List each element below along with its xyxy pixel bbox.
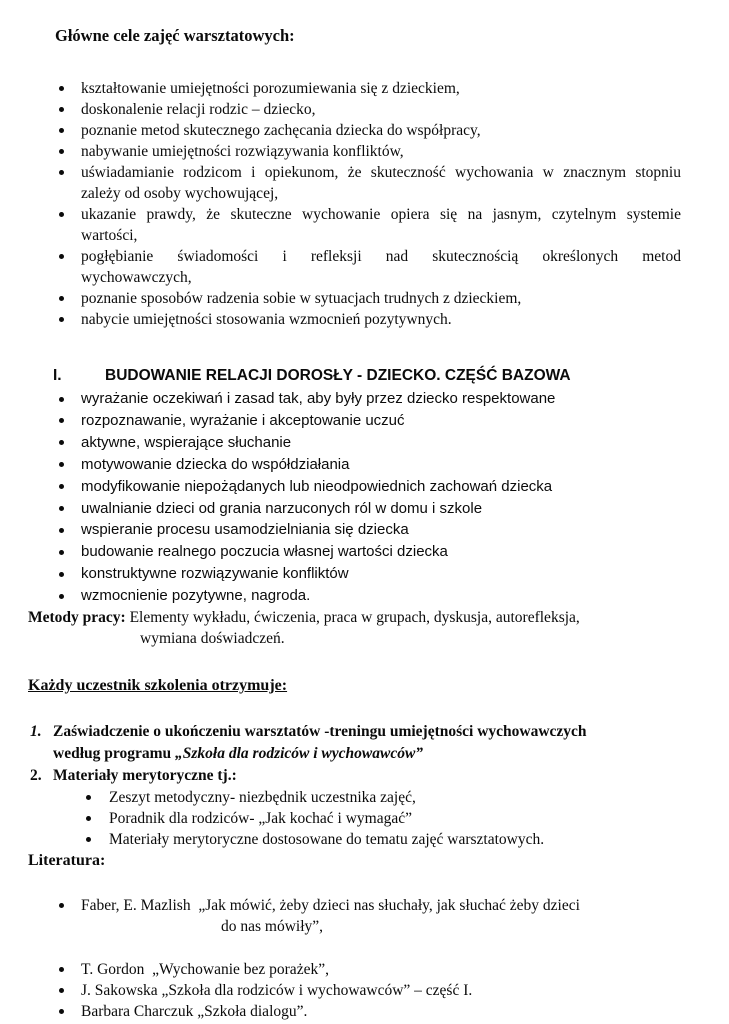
bullet-icon [86, 837, 91, 842]
module-item: budowanie realnego poczucia własnej wartości dziecka [57, 541, 729, 563]
bullet-icon [59, 296, 64, 301]
item-number: 2. [30, 767, 42, 785]
goal-item: pogłębianie świadomości i refleksji nad skutecznością określonych metod wychowawczych, [57, 246, 729, 288]
module-item: motywowanie dziecka do współdziałania [57, 454, 729, 476]
literature-item: J. Sakowska „Szkoła dla rodziców i wychowawców” – część I. [57, 980, 729, 1001]
module-title: BUDOWANIE RELACJI DOROSŁY - DZIECKO. CZĘŚĆ BAZOWA [105, 367, 571, 384]
material-item: Zeszyt metodyczny- niezbędnik uczestnika zajęć, [86, 787, 729, 808]
materials-list [0, 787, 729, 850]
bullet-icon [59, 550, 64, 555]
bullet-icon [59, 254, 64, 259]
bullet-icon [59, 528, 64, 533]
bullet-icon [59, 397, 64, 402]
bullet-icon [59, 107, 64, 112]
literature-item: T. Gordon „Wychowanie bez porażek”, [57, 959, 729, 980]
goal-item: doskonalenie relacji rodzic – dziecko, [57, 99, 729, 120]
bullet-icon [59, 418, 64, 423]
literature-item: Faber, E. Mazlish „Jak mówić, żeby dzieci nas słuchały, jak słuchać żeby dzieci do nas mówiły”, [57, 895, 729, 937]
module-item: aktywne, wspierające słuchanie [57, 432, 729, 454]
material-item: Poradnik dla rodziców- „Jak kochać i wymagać” [86, 808, 729, 829]
literature-item: Barbara Charczuk „Szkoła dialogu”. [57, 1001, 729, 1022]
bullet-icon [59, 967, 64, 972]
bullet-icon [59, 317, 64, 322]
bullet-icon [59, 440, 64, 445]
goal-item: poznanie metod skutecznego zachęcania dziecka do współpracy, [57, 120, 729, 141]
receives-item-2 [30, 765, 729, 787]
methods-label: Metody pracy: [28, 609, 126, 627]
module-item: rozpoznawanie, wyrażanie i akceptowanie uczuć [57, 410, 729, 432]
program-name: „Szkoła dla rodziców i wychowawców” [175, 744, 424, 762]
materials-label: Materiały merytoryczne tj.: [53, 767, 237, 785]
bullet-icon [59, 170, 64, 175]
certificate-line1: Zaświadczenie o ukończeniu warsztatów -treningu umiejętności wychowawczych [53, 723, 587, 741]
module-item: uwalnianie dzieci od grania narzuconych ról w domu i szkole [57, 498, 729, 520]
receives-heading: Każdy uczestnik szkolenia otrzymuje: [28, 677, 288, 695]
bullet-icon [59, 572, 64, 577]
module-item: modyfikowanie niepożądanych lub nieodpowiednich zachowań dziecka [57, 476, 729, 498]
page-title: Główne cele zajęć warsztatowych: [55, 26, 295, 45]
literature-heading: Literatura: [28, 851, 106, 869]
module-item: konstruktywne rozwiązywanie konfliktów [57, 563, 729, 585]
goal-item: kształtowanie umiejętności porozumiewania się z dzieckiem, [57, 78, 729, 99]
goal-item: uświadamianie rodzicom i opiekunom, że skuteczność wychowania w znacznym stopniu zależy od osoby wychowującej, [57, 162, 729, 204]
bullet-icon [59, 594, 64, 599]
module-item: wzmocnienie pozytywne, nagroda. [57, 585, 729, 607]
methods-paragraph [28, 607, 729, 649]
bullet-icon [59, 86, 64, 91]
bullet-icon [59, 484, 64, 489]
module-item: wspieranie procesu usamodzielniania się dziecka [57, 519, 729, 541]
material-item: Materiały merytoryczne dostosowane do tematu zajęć warsztatowych. [86, 829, 729, 850]
module-heading [53, 365, 729, 387]
bullet-icon [86, 795, 91, 800]
item-number: 1. [30, 723, 42, 741]
bullet-icon [59, 212, 64, 217]
bullet-icon [59, 506, 64, 511]
bullet-icon [59, 903, 64, 908]
literature-list [0, 895, 729, 1022]
bullet-icon [59, 149, 64, 154]
methods-text: Elementy wykładu, ćwiczenia, praca w grupach, dyskusja, autorefleksja, [125, 609, 580, 627]
goal-item: ukazanie prawdy, że skuteczne wychowanie opiera się na jasnym, czytelnym systemie wartości, [57, 204, 729, 246]
goals-list [0, 78, 729, 330]
bullet-icon [86, 816, 91, 821]
goal-item: nabywanie umiejętności rozwiązywania konfliktów, [57, 141, 729, 162]
module-numeral: I. [53, 367, 62, 384]
goal-item: nabycie umiejętności stosowania wzmocnień pozytywnych. [57, 309, 729, 330]
bullet-icon [59, 988, 64, 993]
certificate-line2-text: według programu [53, 744, 176, 762]
module-list [0, 388, 729, 607]
goal-item: poznanie sposobów radzenia sobie w sytuacjach trudnych z dzieckiem, [57, 288, 729, 309]
bullet-icon [59, 128, 64, 133]
methods-text-line2: wymiana doświadczeń. [140, 630, 285, 648]
module-item: wyrażanie oczekiwań i zasad tak, aby były przez dziecko respektowane [57, 388, 729, 410]
bullet-icon [59, 1009, 64, 1014]
bullet-icon [59, 462, 64, 467]
receives-item-1 [30, 721, 729, 764]
